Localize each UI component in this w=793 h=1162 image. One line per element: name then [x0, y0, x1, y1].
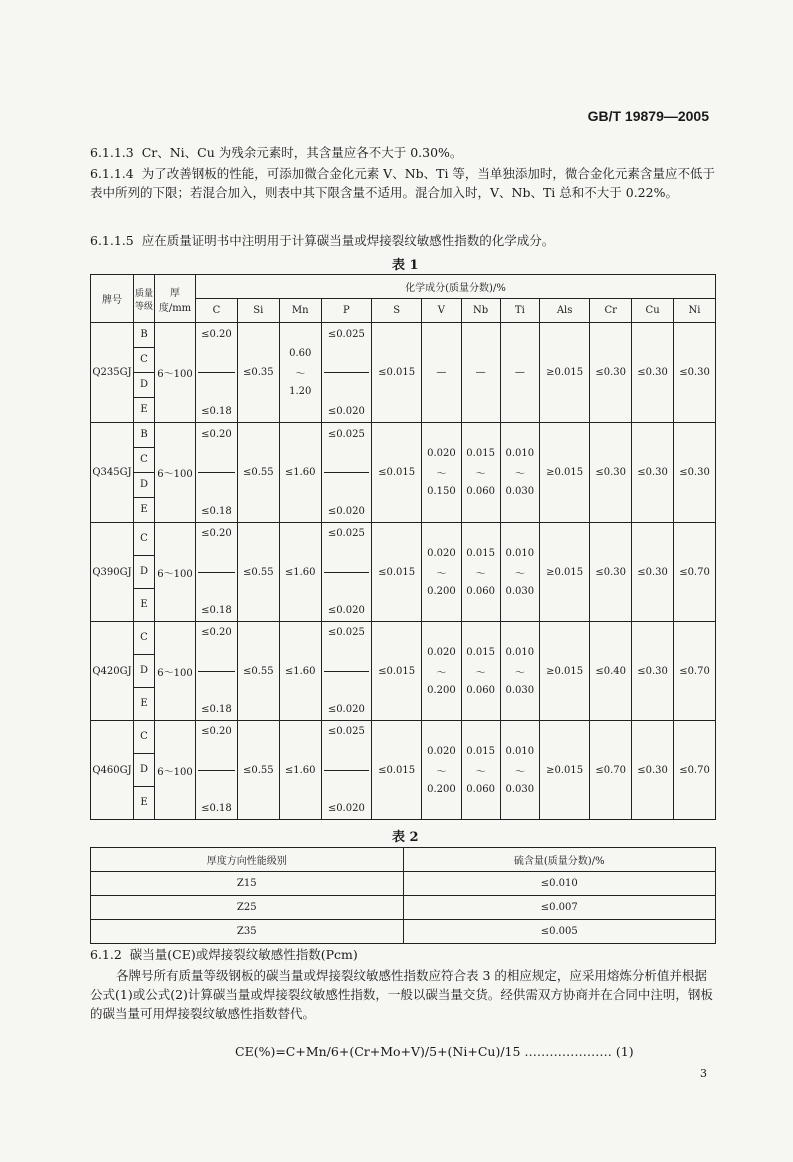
clause-number: 6.1.1.4 [90, 166, 134, 181]
value-stack [462, 427, 500, 519]
quality-levels [134, 523, 155, 622]
value-lower: ≤0.18 [201, 704, 232, 715]
clause-6-1-2 [90, 945, 716, 964]
value-si: ≤0.35 [237, 323, 279, 423]
clause-6-1-1-3 [90, 143, 716, 162]
value-s: ≤0.015 [371, 622, 421, 721]
thickness-cell: 6～100 [155, 423, 196, 523]
value-range-part: ～ [436, 469, 447, 480]
table-row [91, 423, 716, 523]
value-cu: ≤0.30 [632, 721, 674, 820]
value-range-part: 0.150 [427, 486, 456, 497]
col-element: Ni [674, 299, 716, 323]
quality-levels [134, 423, 155, 523]
value-single: ≤1.60 [284, 467, 316, 478]
quality-level: C [134, 523, 154, 556]
value-lower: ≤0.020 [327, 704, 365, 715]
value-cr: ≤0.30 [590, 323, 632, 423]
value-stack [462, 625, 500, 717]
value-stack [322, 327, 371, 419]
value-stack [280, 526, 321, 618]
value-si: ≤0.55 [237, 721, 279, 820]
value-range-part: 0.060 [466, 486, 495, 497]
value-v [422, 523, 461, 622]
col-element: Si [237, 299, 279, 323]
quality-level: E [140, 797, 148, 808]
value-upper: ≤0.025 [327, 726, 365, 737]
table2-caption: 表 2 [392, 830, 419, 845]
value-c [196, 523, 238, 622]
value-mn [279, 622, 321, 721]
value-cr: ≤0.30 [590, 423, 632, 523]
value-upper: ≤0.025 [327, 328, 365, 340]
quality-level: B [134, 423, 154, 448]
value-upper: ≤0.025 [327, 627, 365, 638]
table-row [91, 622, 716, 721]
value-lower: ≤0.020 [327, 803, 365, 814]
value-single: ≤1.60 [284, 764, 316, 776]
value-lower: ≤0.020 [327, 605, 365, 616]
value-stack [280, 724, 321, 816]
sulfur-value: ≤0.010 [403, 872, 716, 896]
value-range-part: 0.020 [427, 646, 456, 658]
value-range-part: ～ [514, 469, 525, 480]
col-element: P [321, 299, 371, 323]
divider [324, 671, 369, 672]
value-stack [196, 427, 237, 519]
value-ti [500, 423, 539, 523]
clause-number: 6.1.1.5 [90, 233, 134, 248]
value-range-part: 0.010 [505, 448, 535, 459]
value-stack [422, 526, 460, 618]
value-range-part: ～ [514, 568, 525, 580]
value-upper: ≤0.20 [201, 627, 232, 638]
value-cu: ≤0.30 [632, 423, 674, 523]
value-upper: ≤0.20 [201, 328, 232, 340]
value-range-part: 0.060 [466, 783, 495, 795]
thickness-cell: 6～100 [155, 523, 196, 622]
grade-cell: Q460GJ [91, 721, 134, 820]
value-range-part: ～ [295, 369, 306, 380]
value-stack [501, 724, 539, 816]
value-stack [322, 724, 371, 816]
value-cu: ≤0.30 [632, 523, 674, 622]
value-range-part: 0.60 [289, 348, 312, 359]
value-stack [422, 427, 460, 519]
value-stack [280, 625, 321, 717]
divider [324, 770, 369, 771]
clause-text: 应在质量证明书中注明用于计算碳当量或焊接裂纹敏感性指数的化学成分。 [141, 233, 555, 248]
value-s: ≤0.015 [371, 721, 421, 820]
value-range-part: 0.030 [505, 783, 535, 795]
value-lower: ≤0.18 [201, 605, 232, 616]
z-class: Z25 [91, 896, 404, 920]
value-c [196, 622, 238, 721]
clause-6-1-2-body: 各牌号所有质量等级钢板的碳当量或焊接裂纹敏感性指数应符合表 3 的相应规定，应采用熔炼分析值并根据公式(1)或公式(2)计算碳当量或焊接裂纹敏感性指数，一般以碳当量交货。经供需双方协商并在合同中注明，钢板的碳当量可用焊接裂纹敏感性指数替代。 [90, 968, 713, 1021]
col-element: Ti [500, 299, 539, 323]
col-element: Mn [279, 299, 321, 323]
quality-level: D [134, 655, 154, 688]
value-stack [422, 625, 460, 717]
quality-level: E [140, 404, 148, 415]
value-range-part: ～ [436, 766, 447, 778]
value-nb [461, 523, 500, 622]
value-range-part: 0.020 [427, 448, 456, 459]
value-cu: ≤0.30 [632, 323, 674, 423]
value-als: ≥0.015 [539, 523, 589, 622]
value-range-part: 0.200 [427, 783, 456, 795]
value-range-part: 0.015 [466, 646, 495, 658]
value-stack [196, 526, 237, 618]
value-single: ≤1.60 [284, 566, 316, 578]
col-element: Cr [590, 299, 632, 323]
value-range-part: 0.020 [427, 745, 456, 757]
value-v: — [422, 323, 461, 423]
value-cr: ≤0.40 [590, 622, 632, 721]
grade-cell: Q235GJ [91, 323, 134, 423]
divider [198, 372, 235, 373]
value-c [196, 323, 238, 423]
value-v [422, 423, 461, 523]
z-class: Z35 [91, 920, 404, 944]
divider [198, 472, 235, 473]
value-ti [500, 622, 539, 721]
value-range-part: 0.030 [505, 486, 535, 497]
divider [198, 671, 235, 672]
col-element: Cu [632, 299, 674, 323]
value-range-part: ～ [436, 568, 447, 580]
col-sulfur: 硫含量(质量分数)/% [403, 848, 716, 872]
value-nb [461, 721, 500, 820]
sulfur-content-table [90, 847, 716, 944]
table-row [91, 721, 716, 820]
value-ni: ≤0.70 [674, 721, 716, 820]
grade-cell: Q345GJ [91, 423, 134, 523]
value-nb: — [461, 323, 500, 423]
value-stack [322, 526, 371, 618]
table-row [91, 896, 716, 920]
value-upper: ≤0.20 [201, 726, 232, 737]
value-lower: ≤0.18 [201, 505, 232, 517]
value-cr: ≤0.70 [590, 721, 632, 820]
value-range-part: 0.010 [505, 745, 535, 757]
value-als: ≥0.015 [539, 423, 589, 523]
quality-level: C [134, 348, 154, 373]
quality-levels [134, 323, 155, 423]
col-element: S [371, 299, 421, 323]
value-nb [461, 622, 500, 721]
table1-caption: 表 1 [392, 258, 419, 273]
value-stack [196, 724, 237, 816]
chemical-composition-table [90, 274, 716, 820]
value-stack [462, 724, 500, 816]
quality-level: C [134, 448, 154, 473]
value-s: ≤0.015 [371, 323, 421, 423]
grade-cell: Q390GJ [91, 523, 134, 622]
value-upper: ≤0.20 [201, 528, 232, 539]
col-thickness: 厚度/mm [155, 275, 196, 323]
value-c [196, 721, 238, 820]
value-v [422, 721, 461, 820]
value-mn [279, 423, 321, 523]
value-si: ≤0.55 [237, 423, 279, 523]
value-cu: ≤0.30 [632, 622, 674, 721]
value-s: ≤0.015 [371, 423, 421, 523]
value-si: ≤0.55 [237, 523, 279, 622]
value-range-part: ～ [475, 469, 486, 480]
grade-cell: Q420GJ [91, 622, 134, 721]
value-lower: ≤0.18 [201, 803, 232, 814]
value-upper: ≤0.025 [327, 528, 365, 539]
sulfur-value: ≤0.005 [403, 920, 716, 944]
value-ti: — [500, 323, 539, 423]
table-row [91, 523, 716, 622]
value-p [321, 423, 371, 523]
value-range-part: ～ [475, 766, 486, 778]
clause-number: 6.1.1.3 [90, 145, 134, 160]
value-range-part: ～ [475, 667, 486, 679]
value-upper: ≤0.025 [327, 428, 365, 440]
clause-text: 为了改善钢板的性能，可添加微合金化元素 V、Nb、Ti 等，当单独添加时，微合金化元素含量应不低于表中所列的下限；若混合加入，则表中其下限含量不适用。混合加入时，V、Nb、Ti 总和不大于 0.22%。 [90, 166, 715, 200]
ce-equation: CE(%)=C+Mn/6+(Cr+Mo+V)/5+(Ni+Cu)/15 ………………… (1) [235, 1044, 634, 1059]
col-quality: 质量等级 [134, 275, 155, 323]
page-number: 3 [700, 1067, 707, 1080]
table-row [91, 920, 716, 944]
clause-number: 6.1.2 [90, 947, 122, 962]
value-mn [279, 323, 321, 423]
sulfur-value: ≤0.007 [403, 896, 716, 920]
value-range-part: 0.015 [466, 448, 495, 459]
quality-levels [134, 622, 155, 721]
value-range-part: 0.030 [505, 684, 535, 696]
clause-6-1-1-4 [90, 164, 716, 202]
value-p [321, 323, 371, 423]
value-range-part: 1.20 [289, 386, 312, 397]
clause-text: Cr、Ni、Cu 为残余元素时，其含量应各不大于 0.30%。 [141, 145, 463, 160]
quality-level: C [134, 622, 154, 655]
value-si: ≤0.55 [237, 622, 279, 721]
quality-level: D [134, 473, 154, 498]
quality-level: E [140, 599, 148, 610]
quality-level: D [134, 373, 154, 398]
value-lower: ≤0.18 [201, 405, 232, 417]
value-p [321, 523, 371, 622]
value-range-part: ～ [475, 568, 486, 580]
value-stack [196, 327, 237, 419]
value-als: ≥0.015 [539, 622, 589, 721]
quality-levels [134, 721, 155, 820]
divider [324, 372, 369, 373]
value-range-part: 0.200 [427, 585, 456, 597]
value-stack [280, 427, 321, 519]
col-element: Als [539, 299, 589, 323]
thickness-cell: 6～100 [155, 622, 196, 721]
z-class: Z15 [91, 872, 404, 896]
value-stack [322, 625, 371, 717]
value-ni: ≤0.30 [674, 423, 716, 523]
value-als: ≥0.015 [539, 323, 589, 423]
value-stack [501, 526, 539, 618]
value-lower: ≤0.020 [327, 505, 365, 517]
value-p [321, 622, 371, 721]
value-stack [462, 526, 500, 618]
value-ni: ≤0.30 [674, 323, 716, 423]
col-element: Nb [461, 299, 500, 323]
value-stack [501, 625, 539, 717]
divider [324, 572, 369, 573]
value-stack [322, 427, 371, 519]
value-lower: ≤0.020 [327, 405, 365, 417]
value-ni: ≤0.70 [674, 622, 716, 721]
quality-level: D [134, 754, 154, 787]
value-cr: ≤0.30 [590, 523, 632, 622]
value-single: ≤1.60 [284, 665, 316, 677]
quality-level: E [140, 698, 148, 709]
value-range-part: 0.010 [505, 547, 535, 559]
col-element: C [196, 299, 238, 323]
value-range-part: ～ [514, 766, 525, 778]
value-s: ≤0.015 [371, 523, 421, 622]
value-stack [280, 327, 321, 419]
value-nb [461, 423, 500, 523]
value-range-part: ～ [514, 667, 525, 679]
value-ti [500, 721, 539, 820]
value-v [422, 622, 461, 721]
value-stack [422, 724, 460, 816]
value-ni: ≤0.70 [674, 523, 716, 622]
value-c [196, 423, 238, 523]
quality-level: E [140, 504, 148, 515]
value-range-part: 0.010 [505, 646, 535, 658]
divider [198, 770, 235, 771]
value-range-part: ～ [436, 667, 447, 679]
quality-level: C [134, 721, 154, 754]
value-range-part: 0.015 [466, 745, 495, 757]
col-z-class: 厚度方向性能级别 [91, 848, 404, 872]
quality-level: D [134, 556, 154, 589]
value-range-part: 0.030 [505, 585, 535, 597]
value-range-part: 0.060 [466, 585, 495, 597]
value-stack [501, 427, 539, 519]
divider [198, 572, 235, 573]
table-row [91, 323, 716, 423]
quality-level: B [134, 323, 154, 348]
standard-number: GB/T 19879—2005 [587, 108, 709, 124]
value-als: ≥0.015 [539, 721, 589, 820]
col-grade: 牌号 [91, 275, 134, 323]
value-ti [500, 523, 539, 622]
value-p [321, 721, 371, 820]
value-range-part: 0.200 [427, 684, 456, 696]
value-range-part: 0.015 [466, 547, 495, 559]
value-upper: ≤0.20 [201, 428, 232, 440]
divider [324, 472, 369, 473]
value-stack [196, 625, 237, 717]
clause-6-1-1-5 [90, 231, 716, 250]
value-range-part: 0.020 [427, 547, 456, 559]
col-element: V [422, 299, 461, 323]
value-range-part: 0.060 [466, 684, 495, 696]
value-mn [279, 523, 321, 622]
thickness-cell: 6～100 [155, 323, 196, 423]
table-row [91, 872, 716, 896]
col-chem: 化学成分(质量分数)/% [196, 275, 716, 299]
thickness-cell: 6～100 [155, 721, 196, 820]
clause-title: 碳当量(CE)或焊接裂纹敏感性指数(Pcm) [129, 947, 358, 962]
value-mn [279, 721, 321, 820]
